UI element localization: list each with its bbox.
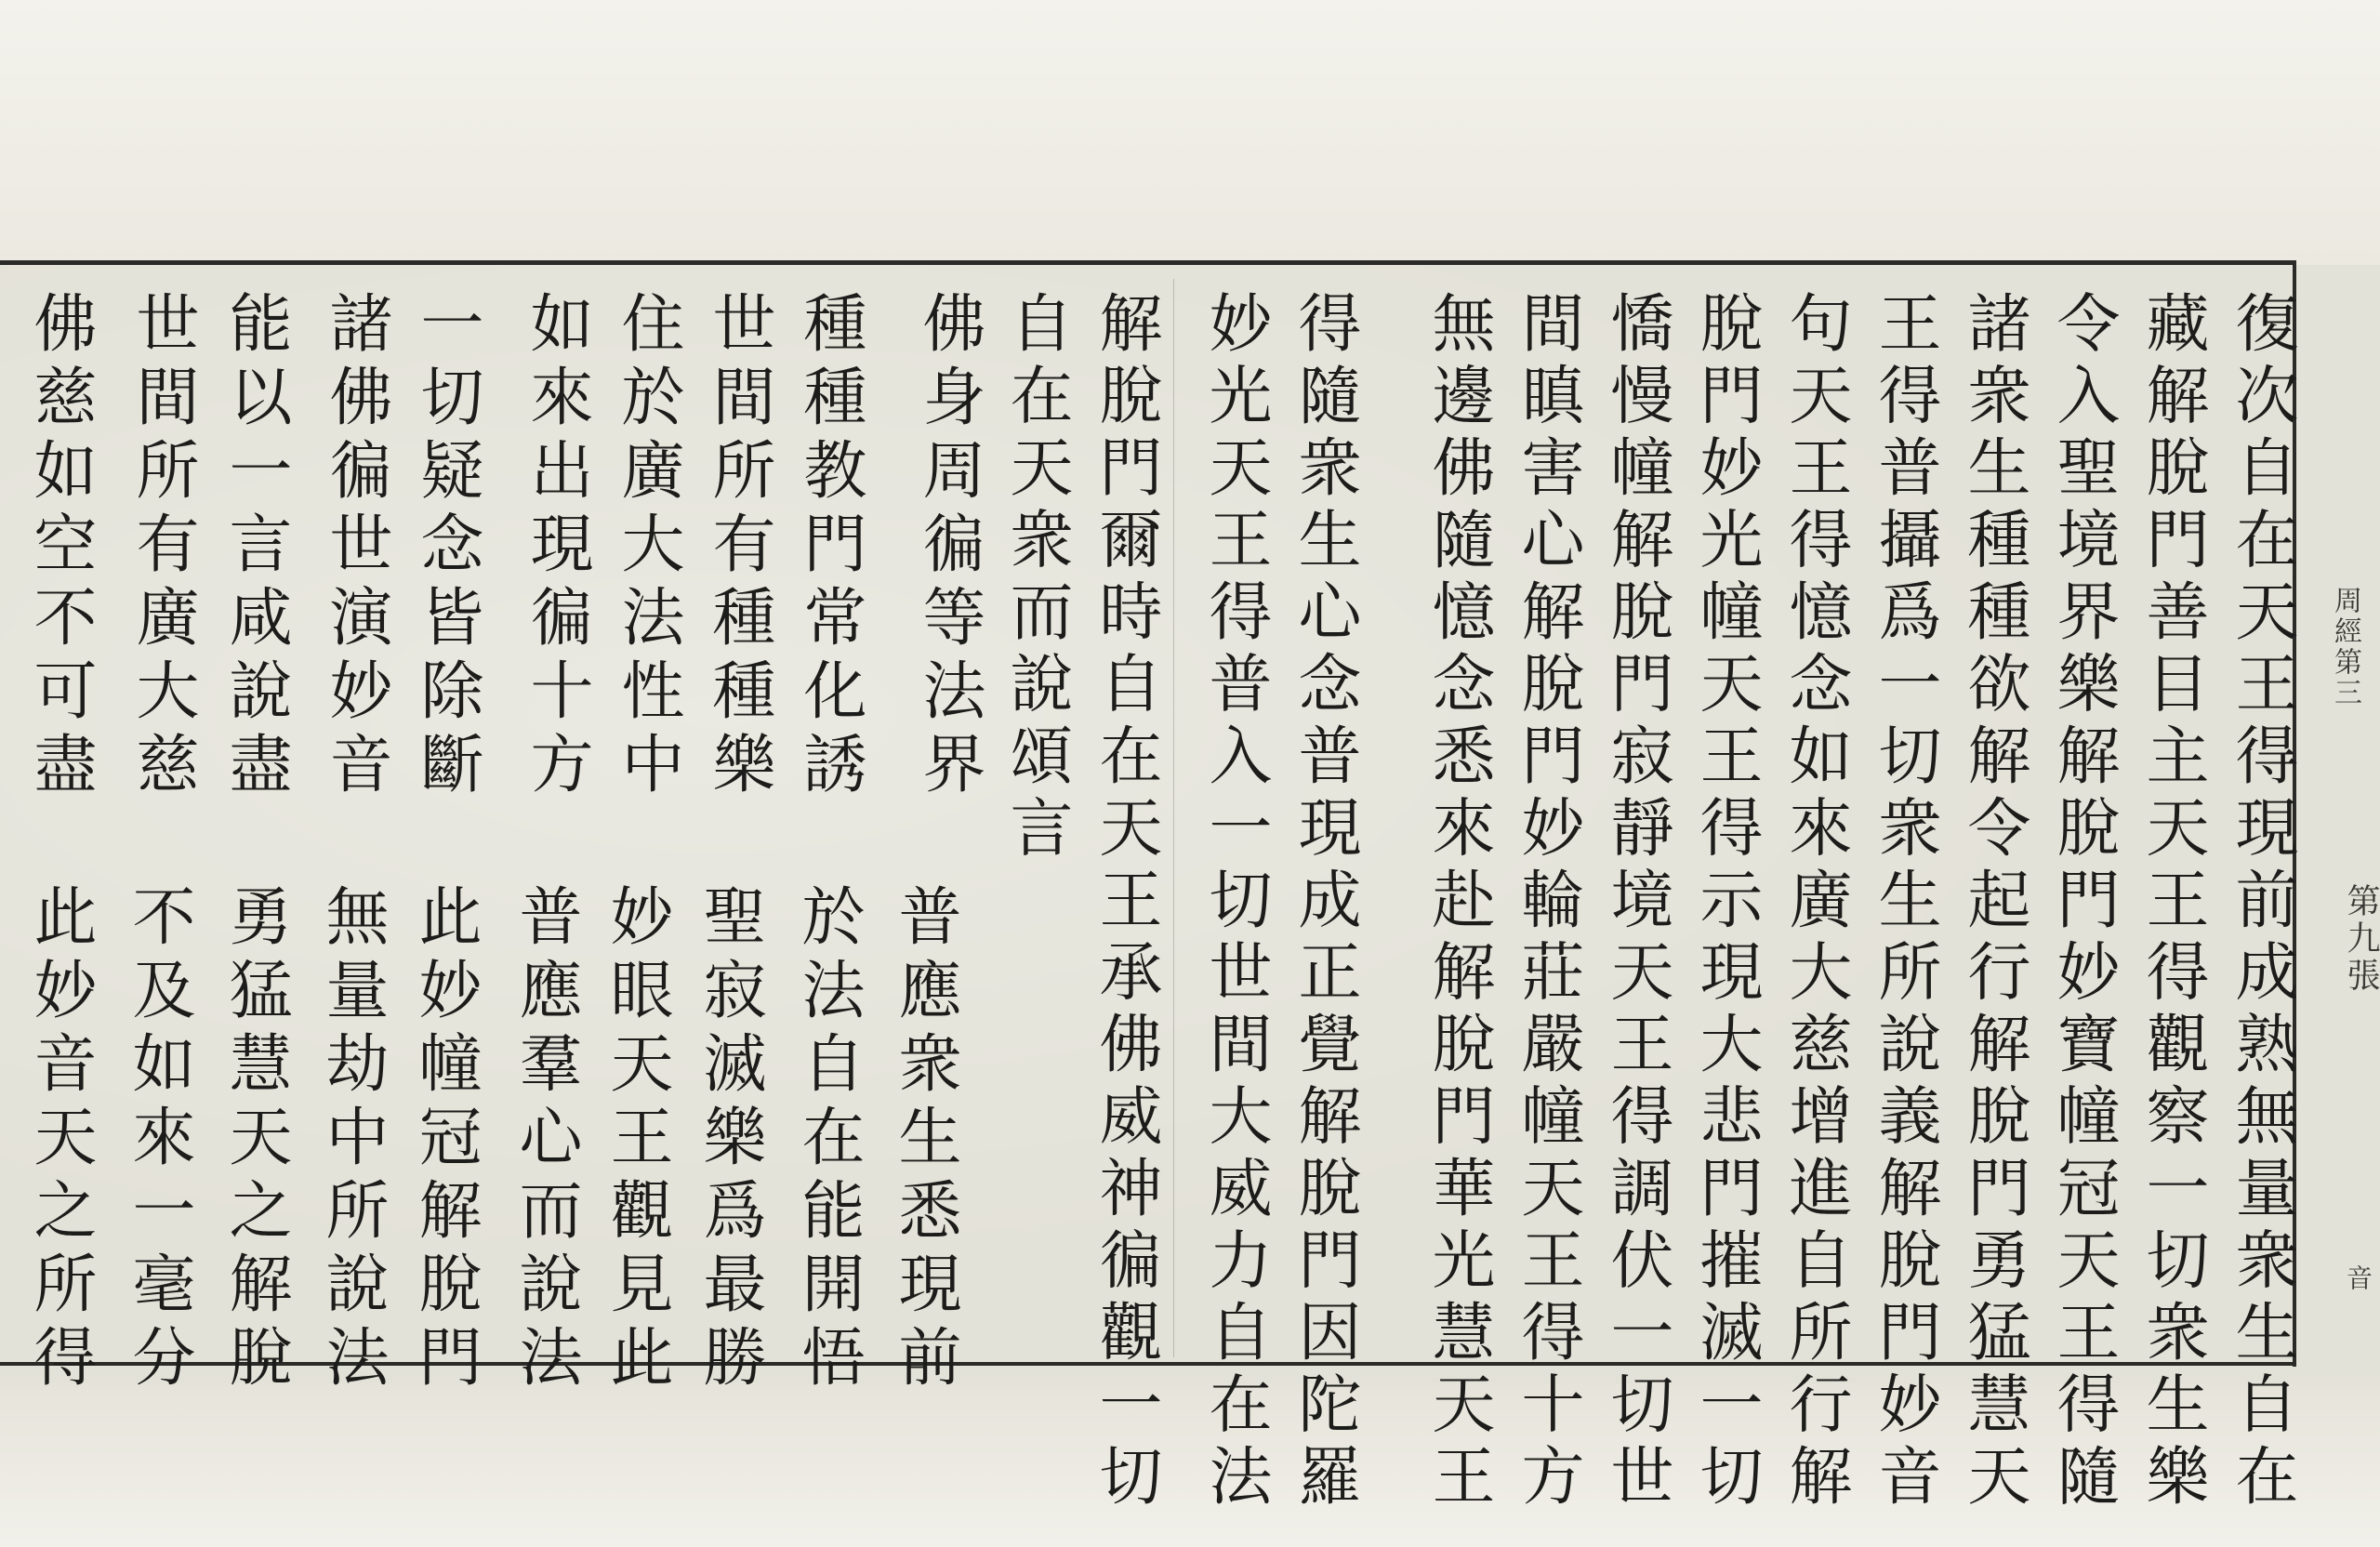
verse-line: 諸佛徧世演妙音 bbox=[319, 290, 392, 804]
verse-line: 勇猛慧天之解脫 bbox=[218, 883, 292, 1397]
verse-line: 一切疑念皆除斷 bbox=[410, 290, 483, 804]
text-column: 得隨衆生心念普現成正覺解脫門因陀羅 bbox=[1288, 290, 1361, 1515]
verse-line: 聖寂滅樂爲最勝 bbox=[693, 883, 766, 1397]
verse-line: 種種教門常化誘 bbox=[793, 290, 866, 804]
page-fold-line bbox=[1173, 279, 1174, 1357]
verse-line: 普應衆生悉現前 bbox=[888, 883, 961, 1397]
verse-line: 世間所有種種樂 bbox=[702, 290, 775, 804]
text-column: 復次自在天王得現前成熟無量衆生自在 bbox=[2225, 290, 2298, 1515]
verse-line: 不及如來一毫分 bbox=[122, 883, 195, 1397]
verse-line: 此妙音天之所得 bbox=[23, 883, 97, 1397]
verse-line: 能以一言咸說盡 bbox=[218, 290, 292, 804]
sutra-margin-label: 周經第三 bbox=[2329, 586, 2361, 708]
text-column: 句天王得憶念如來廣大慈增進自所行解 bbox=[1778, 290, 1852, 1515]
volume-margin-label: 第九張 bbox=[2342, 883, 2380, 995]
text-column: 王得普攝爲一切衆生所說義解脫門妙音 bbox=[1868, 290, 1941, 1515]
text-column: 妙光天王得普入一切世間大威力自在法 bbox=[1198, 290, 1272, 1515]
verse-line: 世間所有廣大慈 bbox=[126, 290, 199, 804]
text-column: 解脫門爾時自在天王承佛威神徧觀一切 bbox=[1089, 290, 1162, 1515]
verse-line: 住於廣大法性中 bbox=[611, 290, 684, 804]
verse-line: 無量劫中所說法 bbox=[315, 883, 389, 1397]
frame-top-border bbox=[0, 260, 2294, 265]
text-column: 諸衆生種種欲解令起行解脫門勇猛慧天 bbox=[1957, 290, 2030, 1515]
text-column: 脫門妙光幢天王得示現大悲門摧滅一切 bbox=[1689, 290, 1763, 1515]
verse-line: 如來出現徧十方 bbox=[520, 290, 593, 804]
margin-mark: 音 bbox=[2343, 1264, 2373, 1290]
text-column: 自在天衆而說頌言 bbox=[999, 290, 1073, 866]
text-column: 無邊佛隨憶念悉來赴解脫門華光慧天王 bbox=[1421, 290, 1495, 1515]
text-column: 藏解脫門善目主天王得觀察一切衆生樂 bbox=[2135, 290, 2209, 1515]
verse-line: 於法自在能開悟 bbox=[791, 883, 865, 1397]
verse-line: 普應羣心而說法 bbox=[509, 883, 582, 1397]
verse-line: 佛慈如空不可盡 bbox=[23, 290, 97, 804]
upper-paper-margin bbox=[0, 0, 2380, 265]
text-column: 令入聖境界樂解脫門妙寶幢冠天王得隨 bbox=[2046, 290, 2120, 1515]
verse-line: 妙眼天王觀見此 bbox=[600, 883, 673, 1397]
text-column: 憍慢幢解脫門寂靜境天王得調伏一切世 bbox=[1600, 290, 1673, 1515]
text-column: 間瞋害心解脫門妙輪莊嚴幢天王得十方 bbox=[1511, 290, 1584, 1515]
verse-line: 佛身周徧等法界 bbox=[912, 290, 985, 804]
verse-line: 此妙幢冠解脫門 bbox=[408, 883, 482, 1397]
